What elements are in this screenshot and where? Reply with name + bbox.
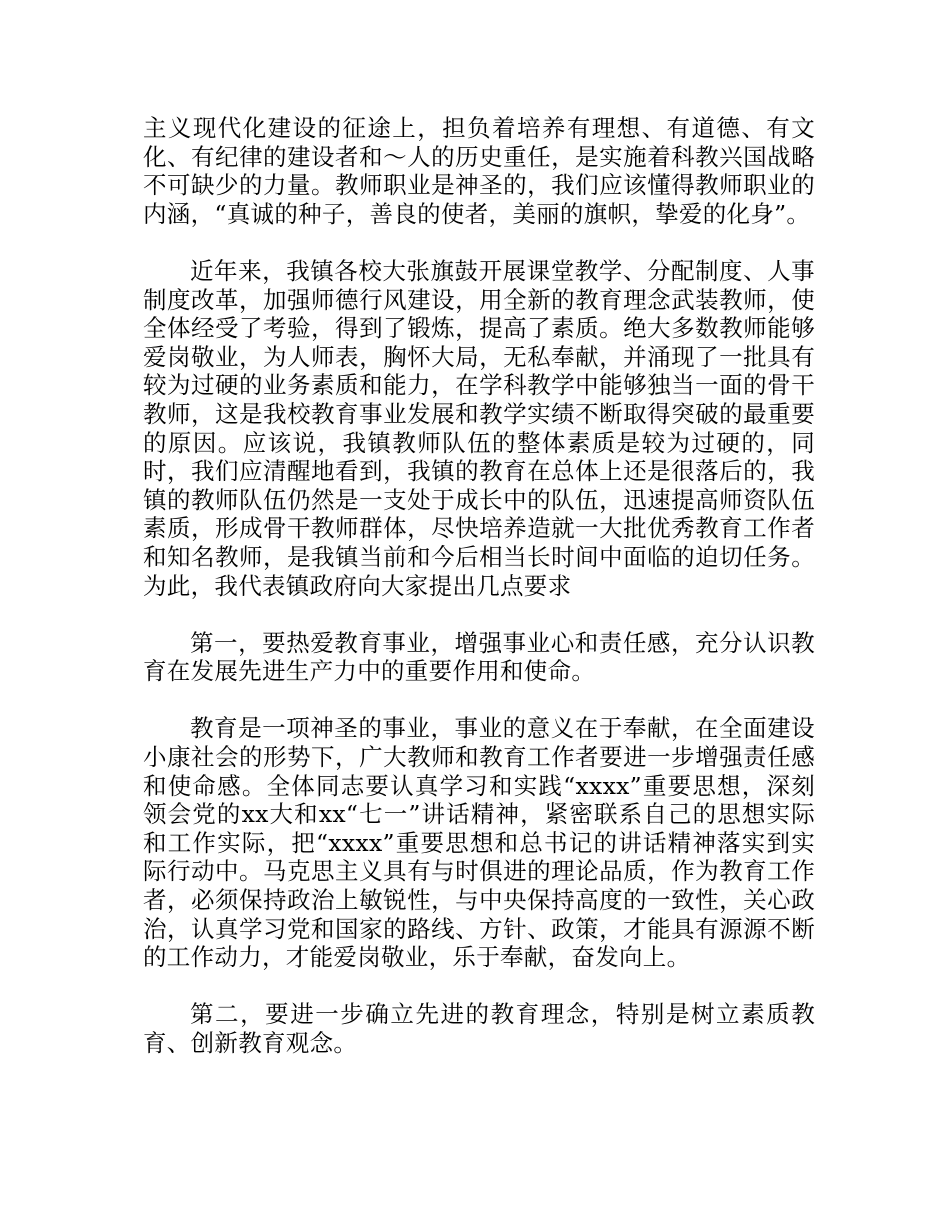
paragraph-first-requirement: 第一，要热爱教育事业，增强事业心和责任感，充分认识教育在发展先进生产力中的重要作用和使命。 — [143, 628, 815, 686]
paragraph-second-requirement: 第二，要进一步确立先进的教育理念，特别是树立素质教育、创新教育观念。 — [143, 1000, 815, 1057]
paragraph-mission: 主义现代化建设的征途上，担负着培养有理想、有道德、有文化、有纪律的建设者和～人的历史重任，是实施着科教兴国战略不可缺少的力量。教师职业是神圣的，我们应该懂得教师职业的内涵，“真诚的种子，善良的使者，美丽的旗帜，挚爱的化身”。 — [143, 114, 815, 228]
paragraph-education-sacred: 教育是一项神圣的事业，事业的意义在于奉献，在全面建设小康社会的形势下，广大教师和教育工作者要进一步增强责任感和使命感。全体同志要认真学习和实践“xxxx”重要思想，深刻领会党的xx大和xx“七一”讲话精神，紧密联系自己的思想实际和工作实际，把“xxxx”重要思想和总书记的讲话精神落实到实际行动中。马克思主义具有与时俱进的理论品质，作为教育工作者，必须保持政治上敏锐性，与中央保持高度的一致性，关心政治，认真学习党和国家的路线、方针、政策，才能具有源源不断的工作动力，才能爱岗敬业，乐于奉献，奋发向上。 — [143, 714, 815, 972]
document-page — [143, 114, 815, 1086]
paragraph-recent-years: 近年来，我镇各校大张旗鼓开展课堂教学、分配制度、人事制度改革，加强师德行风建设，用全新的教育理念武装教师，使全体经受了考验，得到了锻炼，提高了素质。绝大多数教师能够爱岗敬业，为人师表，胸怀大局，无私奉献，并涌现了一批具有较为过硬的业务素质和能力，在学科教学中能够独当一面的骨干教师，这是我校教育事业发展和教学实绩不断取得突破的最重要的原因。应该说，我镇教师队伍的整体素质是较为过硬的，同时，我们应清醒地看到，我镇的教育在总体上还是很落后的，我镇的教师队伍仍然是一支处于成长中的队伍，迅速提高师资队伍素质，形成骨干教师群体，尽快培养造就一大批优秀教育工作者和知名教师，是我镇当前和今后相当长时间中面临的迫切任务。为此，我代表镇政府向大家提出几点要求 — [143, 256, 815, 600]
